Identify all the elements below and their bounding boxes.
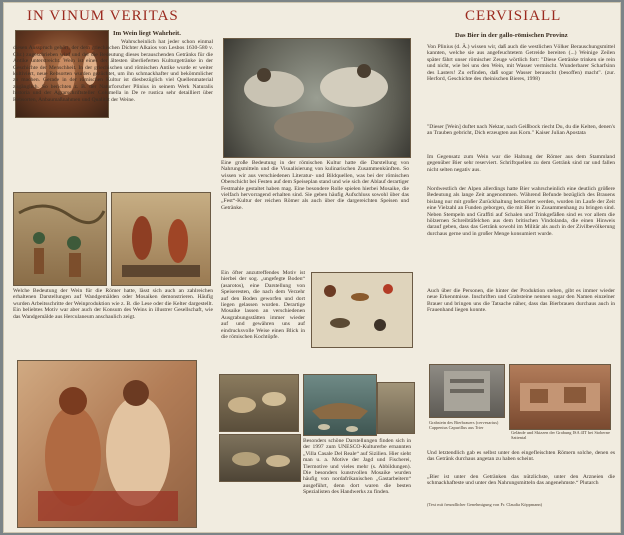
gravestone-caption: Grabstein des Bierbrauers (cervesarius) Cappenius Capurillus aus Trier bbox=[429, 420, 499, 430]
right-roman-reservation-text: Im Gegensatz zum Wein war die Haltung der Römer aus dem Stammland gegenüber Bier sehr reserviert. Schriftquellen zu dem Getränk sind rar und fallen nicht selten negativ aus. bbox=[427, 154, 615, 173]
left-subtitle: Im Wein liegt Wahrheit. bbox=[113, 30, 181, 37]
right-conclusion-text: Und letztendlich gab es selbst unter den eingefleischten Römern solche, denen es das Getränk durchaus angetan zu haben scheint. bbox=[427, 450, 615, 463]
right-title: CERVISIALL bbox=[465, 8, 562, 24]
mosaic-wine-press-image bbox=[111, 192, 211, 286]
right-julian-quote: "Dieser [Wein] duftet nach Nektar, nach Geißbock riecht Du, du die Kelten, denen's an Trauben gebricht, Dich erzeugten aus Korn." Kaiser Julian Apostata bbox=[427, 124, 615, 137]
asarotos-mosaic-image bbox=[311, 272, 413, 348]
brewer-gravestone-image bbox=[429, 364, 505, 418]
mosaic-animals-image bbox=[219, 374, 299, 432]
middle-asarotos-text: Ein öfter anzutreffendes Motiv ist hierbei der sog. „ungefegte Boden“ (asarotos), eine Darstellung von Speiseresten, die nach dem Verzehr auf den Boden geworfen und dort liegen gelassen wurden. Derartige Mosaike lassen an verschiedenen Ausgrabungsstätten immer wieder auf und gewähren uns auf eindrucksvolle Weise einen Blick in die römischen Kochtöpfe. bbox=[221, 270, 305, 341]
excavation-image bbox=[509, 364, 611, 430]
right-subtitle: Das Bier in der gallo-römischen Provinz bbox=[455, 32, 568, 39]
left-intro-text: Wahrscheinlich hat jeder schon einmal diesen Ausspruch gehört, der dem griechischen Dichter Alkaios von Lesbos 1630-580 v. Chr.) zugeschrieben wird und der die Bedeutung dieses berauschenden Getränks für die Antike unterstreicht. Wein ist eines der ältesten überlieferten Kulturgetränke in der Geschichte der Menschheit. In der griechischen und römischen Antike wurde er weiter kultiviert, neue Rebsorten wurden gezüchtet, um ihn schmackhafter und bekömmlicher zu machen. Gerade in der römischen Kultur ist diesbezüglich viel Quellenmaterial zugänglich. So berichten z. B. der Naturforscher Plinius in seinem Werk Naturalis historia und der Agrarschriftsteller Columella in De re rustica sehr detailliert über Rebsorten, Anbaumaßnahmen und Qualität der Weine. bbox=[13, 39, 213, 103]
mosaic-harvest-image bbox=[13, 192, 107, 286]
mosaic-hunt-image bbox=[219, 434, 301, 482]
exhibition-board bbox=[3, 2, 621, 533]
mosaic-detail-image bbox=[377, 382, 415, 434]
mosaic-fishing-image bbox=[303, 374, 377, 436]
right-plinius-text: Von Plinius (d. Ä.) wissen wir, daß auch die westlichen Völker Berauschungsmittel kannten, welche sie aus angefeuchtetem Getreide bereiten (...) Weinige Zeilen später fährt unser römischer Zeuge wörtlich fort: "Diese Getränke trinken sie rein und nicht, wie bei uns den Wein, mit Wasser vermischt. Wunderbarer Scharfsinn des Lasters! Zu erfinden, daß sogar Wasser berauscht (besoffen) macht". (zur. Herford, Geschichte des rheinischen Bieres, 1998) bbox=[427, 44, 615, 83]
left-wine-depictions-text: Welche Bedeutung der Wein für die Römer hatte, lässt sich auch an zahlreichen erhaltenen Darstellungen auf Wandgemälden oder Mosaiken demonstrieren. Häufig wurden Arbeitsschritte der Weinproduktion wie z. B. die Lese oder die Kelter dargestellt. Ein beliebtes Motiv war aber auch der Konsum des Weins in illustrer Gesellschaft, wie das Wandgemälde aus Herculaneum anschaulich zeigt. bbox=[13, 288, 213, 320]
text-credit: (Text mit freundlicher Genehmigung von Fr. Claudia Köppmann) bbox=[427, 502, 543, 507]
middle-intro-text: Eine große Bedeutung in der römischen Kultur hatte die Darstellung von Nahrungsmitteln und die Visualisierung von kulinarischen Zusammenkünften. So wissen wir aus verschiedenen Literatur- und Bildquellen, was bei der römischen Oberschicht bei Festen auf dem Speiseplan stand und wie sich der Ablauf derartiger Festmahle gestaltet haben mag. Eine besondere Rolle spielen hierbei Mosaike, die vielfach hervorragend erhalten sind. Sie geben häufig Aufschluss sowohl über das „Fest“-Kultur der reichen Römer als auch über die dargereichten Speisen und Getränke. bbox=[221, 160, 409, 211]
excavation-caption: Gelände und Skizzen der Grabung ISA 4IT bei Stoberne Sattental bbox=[511, 430, 610, 440]
herculaneum-wall-painting-image bbox=[17, 360, 197, 528]
right-plutarch-quote: „Bier ist unter den Getränken das nützlichste, unter den Arzneien die schmackhafteste und unter den Nahrungsmitteln das angenehmste.“ Plutarch bbox=[427, 474, 615, 487]
banquet-mosaic-image bbox=[223, 38, 411, 158]
right-brewers-text: Auch über die Personen, die hinter der Produktion stehen, gibt es immer wieder neue Erkenntnisse. Inschriften und Grabsteine nennen sogar den Namen einzelner Brauer und bringen uns die Tatsache näher, dass das Bierbrauen durchaus auch in Frauenhand liegen konnte. bbox=[427, 288, 615, 314]
middle-villa-casale-text-a: Besonders schöne Darstellungen finden sich in der 1997 zum UNESCO-Kulturerbe ernannten „Villa Casale Del Reale“ auf Sizilien. Hier sieht man u. a. Motive der Jagd und Fischerei, Tiermotive und vieles mehr (s. Abbildungen). Die besonders kunstvollen Mosaike wurden häufig von nordafrikanischen „Gastarbeitern“ ausgeführt, denn dort waren die besten Spezialisten des Handwerks zu finden. bbox=[303, 438, 411, 496]
left-title: IN VINUM VERITAS bbox=[27, 8, 179, 24]
right-beer-finds-text: Nordwestlich der Alpen allerdings hatte Bier wahrscheinlich eine deutlich größere Bedeutung als lange Zeit angenommen. Während Befunde bezüglich des Brauens bislang nur mit großer Zurückhaltung betrachtet werden, wurden im Laufe der Zeit eine Vielzahl an Funden geborgen, die mit Bier in Zusammenhang zu bringen sind. Neben Stempeln und Graffiti auf Schalen und Trinkgefäßen sind es vor allem die hölzernen Schreibtäfelchen aus dem britischen Vindolanda, die einen Hinweis darauf geben, dass das Getränk sowohl im Militär als auch in der Zivilbevölkerung durchaus gerne und in großer Menge konsumiert wurde. bbox=[427, 186, 615, 237]
